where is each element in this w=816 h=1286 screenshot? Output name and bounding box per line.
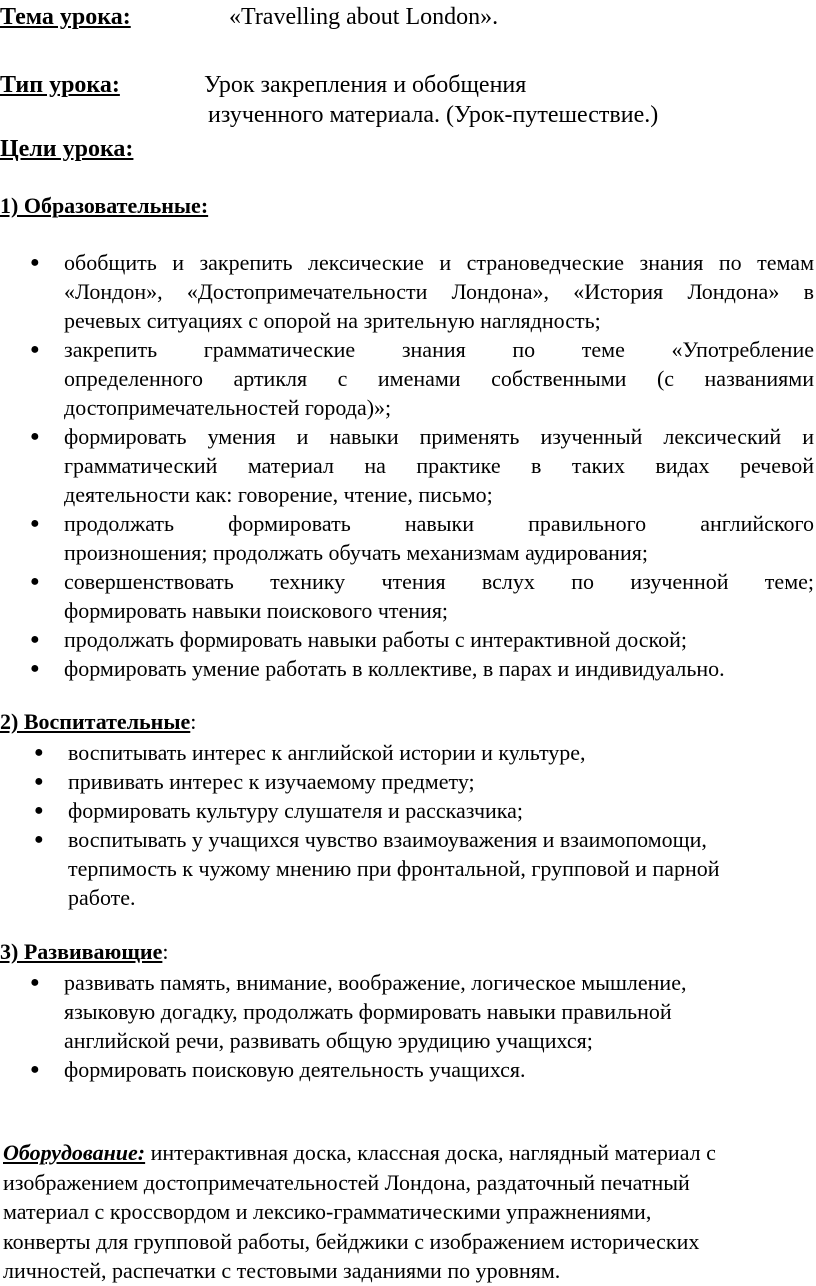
list-item [30, 248, 814, 335]
section-1-list [30, 248, 814, 683]
list-item [30, 422, 814, 509]
section-2-title: 2) Воспитательные: [0, 709, 197, 734]
list-item-line: совершенствовать технику чтения вслух по изученной теме; [64, 569, 814, 594]
topic-value: «Travelling about London». [229, 4, 499, 30]
bullet-icon: ● [34, 802, 44, 819]
type-row [0, 70, 527, 100]
list-item-line: формировать поисковую деятельность учащихся. [64, 1057, 526, 1082]
bullet-icon: ● [30, 254, 40, 271]
list-item-line: английской речи, развивать общую эрудицию учащихся; [64, 1028, 593, 1053]
list-item-line: формировать навыки поискового чтения; [64, 598, 449, 623]
type-value-line1: Урок закрепления и обобщения [204, 72, 527, 98]
list-item [30, 567, 814, 625]
bullet-icon: ● [30, 515, 40, 532]
list-item-line: воспитывать у учащихся чувство взаимоуважения и взаимопомощи, [68, 827, 707, 852]
list-item-line: продолжать формировать навыки правильного английского [64, 511, 814, 536]
equipment-label: Оборудование: [3, 1140, 146, 1165]
list-item [30, 335, 814, 422]
equipment-line: изображением достопримечательностей Лондона, раздаточный печатный [3, 1169, 690, 1195]
goals-row [0, 134, 133, 164]
list-item-line: деятельности как: говорение, чтение, письмо; [64, 482, 493, 507]
list-item [30, 968, 804, 1055]
bullet-icon: ● [30, 341, 40, 358]
equipment-line: конверты для групповой работы, бейджики с изображением исторических [3, 1228, 700, 1254]
bullet-icon: ● [30, 974, 40, 991]
type-value-line2: изученного материала. (Урок-путешествие.) [208, 102, 659, 128]
list-item-line: продолжать формировать навыки работы с интерактивной доской; [64, 627, 687, 652]
section-3-list [30, 968, 804, 1084]
equipment-line: личностей, распечатки с тестовыми заданиями по уровням. [3, 1258, 561, 1283]
section-1-title: 1) Образовательные: [0, 193, 209, 218]
list-item-line: закрепить грамматические знания по теме «Употребление [64, 337, 814, 362]
list-item-line: прививать интерес к изучаемому предмету; [68, 769, 475, 794]
list-item-line: обобщить и закрепить лексические и страноведческие знания по темам [64, 250, 814, 275]
list-item [30, 625, 814, 654]
bullet-icon: ● [30, 428, 40, 445]
list-item-line: формировать умения и навыки применять изученный лексический и [64, 424, 814, 449]
list-item-line: «Лондон», «Достопримечательности Лондона», «История Лондона» в [64, 279, 814, 304]
equipment-line: Оборудование: интерактивная доска, классная доска, наглядный материал с [3, 1140, 716, 1165]
list-item-line: определенного артикля с именами собственными (с названиями [64, 366, 814, 391]
bullet-icon: ● [30, 573, 40, 590]
list-item [30, 654, 814, 683]
list-item-line: достопримечательностей города)»; [64, 395, 392, 420]
list-item [34, 767, 808, 796]
list-item-line: развивать память, внимание, воображение, логическое мышление, [64, 970, 687, 995]
list-item [34, 796, 808, 825]
list-item-line: формировать умение работать в коллективе, в парах и индивидуально. [64, 656, 725, 681]
list-item [34, 738, 808, 767]
bullet-icon: ● [34, 831, 44, 848]
equipment-line: материал с кроссвордом и лексико-грамматическими упражнениями, [3, 1199, 652, 1224]
list-item-line: работе. [68, 885, 136, 910]
topic-row [0, 2, 499, 32]
list-item-line: речевых ситуациях с опорой на зрительную наглядность; [64, 308, 601, 333]
equipment-paragraph [3, 1138, 811, 1286]
list-item-line: языковую догадку, продолжать формировать навыки правильной [64, 999, 672, 1024]
section-3-title: 3) Развивающие: [0, 939, 169, 964]
list-item [30, 509, 814, 567]
list-item-line: грамматический материал на практике в таких видах речевой [64, 453, 814, 478]
list-item-line: воспитывать интерес к английской истории и культуре, [68, 740, 586, 765]
bullet-icon: ● [30, 660, 40, 677]
bullet-icon: ● [34, 773, 44, 790]
goals-label: Цели урока: [0, 136, 134, 162]
bullet-icon: ● [30, 1061, 40, 1078]
bullet-icon: ● [30, 631, 40, 648]
topic-label: Тема урока: [0, 4, 131, 30]
list-item [30, 1055, 804, 1084]
list-item [34, 825, 808, 912]
type-label: Тип урока: [0, 72, 120, 98]
list-item-line: терпимость к чужому мнению при фронтальной, групповой и парной [68, 856, 720, 881]
list-item-line: формировать культуру слушателя и рассказчика; [68, 798, 524, 823]
list-item-line: произношения; продолжать обучать механизмам аудирования; [64, 540, 648, 565]
section-2-list [34, 738, 808, 912]
bullet-icon: ● [34, 744, 44, 761]
